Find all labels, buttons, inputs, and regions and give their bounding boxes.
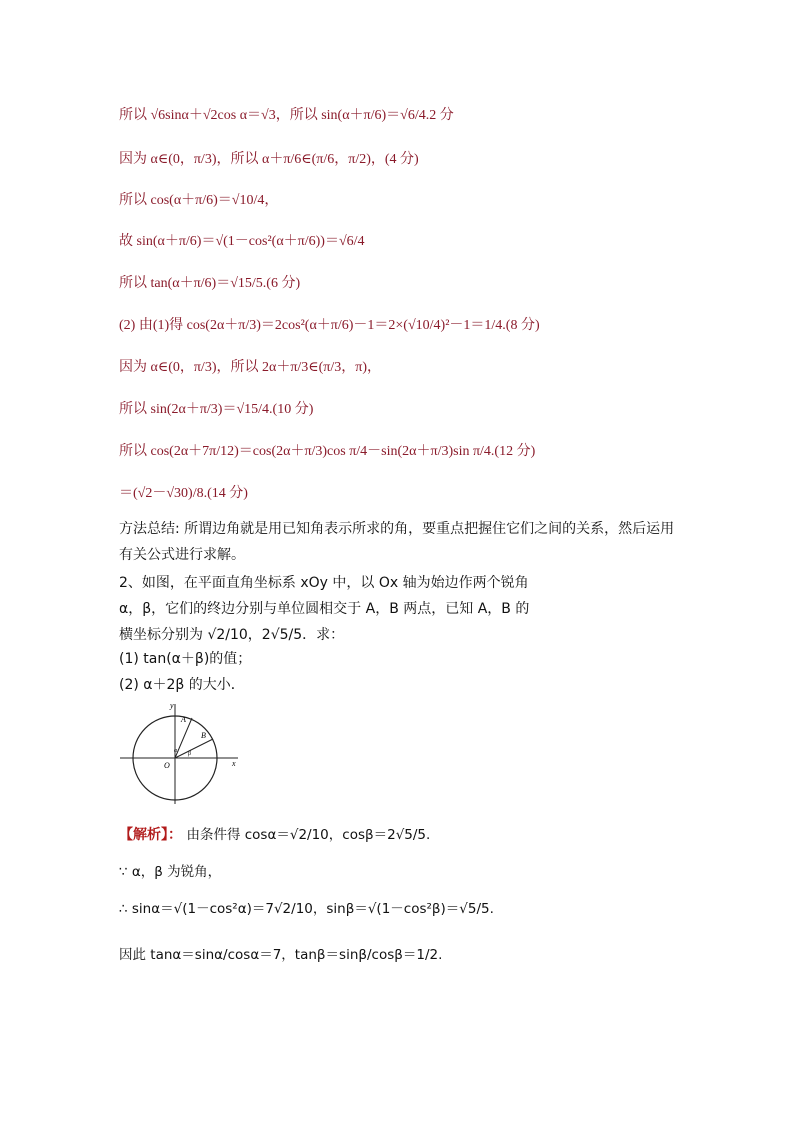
y-axis-label: y — [170, 701, 174, 710]
method-summary: 方法总结: 所谓边角就是用已知角表示所求的角，要重点把握住它们之间的关系，然后运用有关公式进行求解。 — [119, 521, 675, 563]
x-axis-label: x — [232, 759, 236, 768]
solution-line-5: 所以 tan(α＋π/6)＝√15/5.(6 分) — [119, 276, 301, 291]
analysis-text-1: 由条件得 cosα＝√2/10，cosβ＝2√5/5. — [186, 827, 431, 843]
beta-label: β — [188, 751, 191, 757]
solution-line-4: 故 sin(α＋π/6)＝√(1－cos²(α＋π/6))＝√6/4 — [119, 234, 365, 249]
point-b-label: B — [201, 731, 206, 740]
point-a-label: A — [181, 715, 186, 724]
ray-ob — [175, 739, 213, 758]
problem-2-question-1: (1) tan(α＋β)的值； — [119, 651, 252, 667]
solution-2-line-4: 因此 tanα＝sinα/cosα＝7，tanβ＝sinβ/cosβ＝1/2. — [119, 947, 443, 963]
solution-line-7: 因为 α∈(0，π/3)，所以 2α＋π/3∈(π/3，π)， — [119, 360, 381, 375]
alpha-label: α — [174, 748, 178, 754]
solution-line-3: 所以 cos(α＋π/6)＝√10/4， — [119, 193, 279, 208]
solution-line-10: ＝(√2－√30)/8.(14 分) — [119, 486, 248, 501]
origin-label: O — [164, 761, 170, 770]
problem-2-question-2: (2) α＋2β 的大小． — [119, 677, 245, 693]
solution-line-2: 因为 α∈(0，π/3)，所以 α＋π/6∈(π/6，π/2)，(4 分) — [119, 152, 419, 167]
solution-line-6: (2) 由(1)得 cos(2α＋π/3)＝2cos²(α＋π/6)－1＝2×(√10/4)²－1＝1/4.(8 分) — [119, 318, 540, 333]
problem-2-intro: 2、如图，在平面直角坐标系 xOy 中，以 Ox 轴为始边作两个锐角 α，β，它们的终边分别与单位圆相交于 A，B 两点，已知 A，B 的横坐标分别为 √2/10，2√5/5．求： — [119, 575, 530, 643]
solution-2-line-3: ∴ sinα＝√(1－cos²α)＝7√2/10，sinβ＝√(1－cos²β)＝√5/5. — [119, 901, 494, 917]
solution-2-line-1 — [119, 825, 430, 845]
solution-line-1: 所以 √6sinα＋√2cos α＝√3，所以 sin(α＋π/6)＝√6/4.2 分 — [119, 108, 454, 123]
solution-2-line-2: ∵ α，β 为锐角， — [119, 864, 222, 880]
solution-line-9: 所以 cos(2α＋7π/12)＝cos(2α＋π/3)cos π/4－sin(2α＋π/3)sin π/4.(12 分) — [119, 444, 536, 459]
solution-line-8: 所以 sin(2α＋π/3)＝√15/4.(10 分) — [119, 402, 314, 417]
analysis-tag: 【解析】： — [119, 827, 182, 843]
unit-circle-figure — [110, 700, 250, 810]
